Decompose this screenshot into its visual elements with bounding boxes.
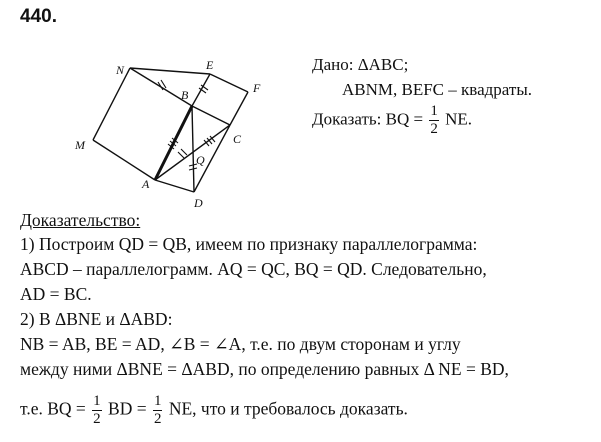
label-M: M <box>75 138 85 152</box>
proof-line-7 <box>20 394 408 427</box>
prove-fraction <box>429 104 439 137</box>
frac1-num: 1 <box>93 393 101 409</box>
frac2-den: 2 <box>153 411 162 427</box>
edge-NM <box>93 68 130 140</box>
edge-NE <box>130 68 210 74</box>
edge-MA <box>93 140 155 180</box>
label-Q: Q <box>196 153 205 167</box>
proof-line-5: NB = AB, BE = AD, ∠B = ∠A, т.е. по двум сторонам и углу <box>20 334 461 354</box>
proof-heading: Доказательство: <box>20 210 141 230</box>
proof-line-1: 1) Построим QD = QB, имеем по признаку параллелограмма: <box>20 234 478 254</box>
prove-prefix: Доказать: BQ = <box>312 109 424 129</box>
prove-frac-den: 2 <box>430 121 438 137</box>
proof-line-3: AD = BC. <box>20 284 92 304</box>
frac2-num: 1 <box>153 393 162 409</box>
figure-svg <box>70 52 300 217</box>
label-N: N <box>116 63 125 77</box>
proof-l7-part-b: BD = <box>108 398 147 419</box>
given-line-1: Дано: ΔABC; <box>312 55 409 74</box>
label-D: D <box>194 196 203 210</box>
prove-suffix: NE. <box>445 109 472 129</box>
label-C: C <box>233 132 242 146</box>
edge-BC <box>192 106 230 125</box>
label-F: F <box>253 81 261 95</box>
proof-l7-part-a: т.е. BQ = <box>20 398 86 419</box>
given-line-2: ABNM, BEFC – квадраты. <box>342 80 532 99</box>
frac1-den: 2 <box>93 411 101 427</box>
proof-fraction-1 <box>92 394 102 427</box>
edge-AD <box>155 180 194 192</box>
label-E: E <box>206 58 214 72</box>
edge-EF <box>210 74 248 92</box>
prove-frac-num: 1 <box>430 103 438 119</box>
proof-l7-part-c: NE, что и требовалось доказать. <box>168 398 408 419</box>
problem-number: 440. <box>20 6 57 27</box>
prove-line <box>312 104 472 137</box>
edge-FC <box>230 92 248 125</box>
geometry-figure <box>70 52 300 217</box>
edge-AB-bold <box>155 106 192 180</box>
edge-BD <box>192 106 194 192</box>
proof-line-6: между ними ΔBNE = ΔABD, по определению равных Δ NE = BD, <box>20 359 509 379</box>
label-A: A <box>142 177 150 191</box>
proof-line-2: ABCD – параллелограмм. AQ = QC, BQ = QD. Следовательно, <box>20 259 487 279</box>
proof-fraction-2 <box>153 394 163 427</box>
label-B: B <box>181 88 189 102</box>
proof-line-4: 2) В ΔBNE и ΔABD: <box>20 309 173 329</box>
